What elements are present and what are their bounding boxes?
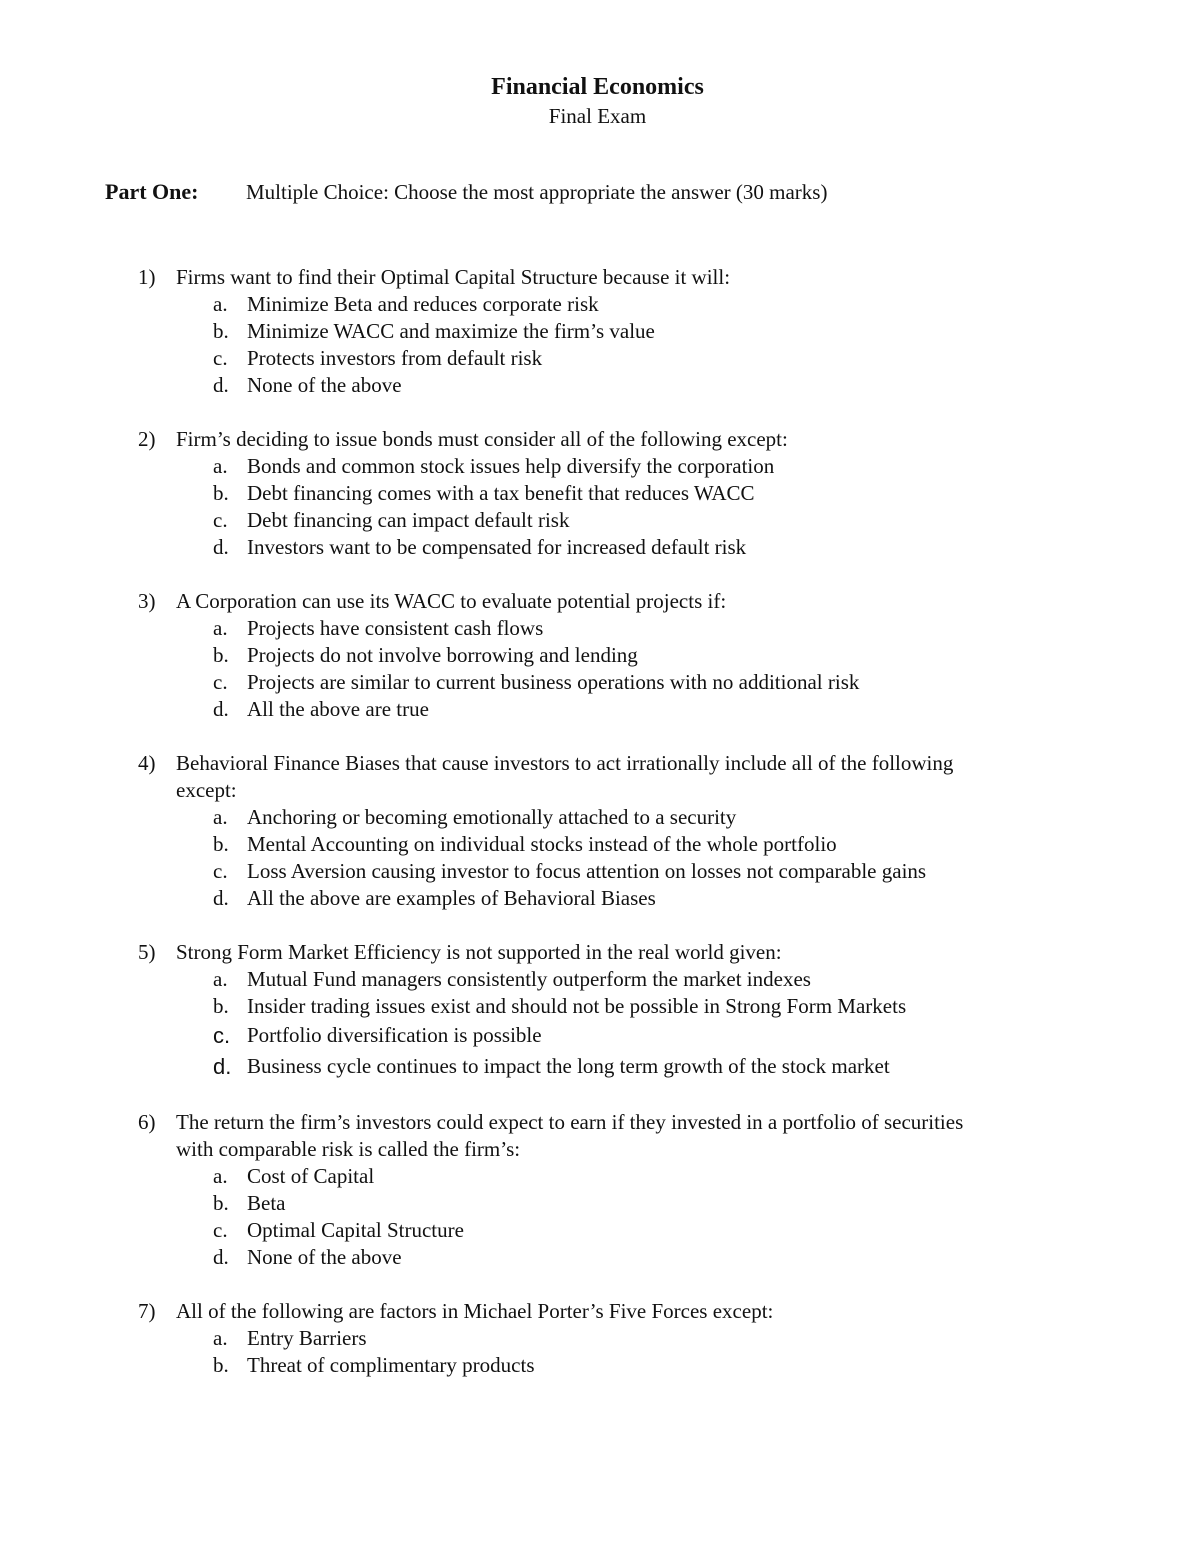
part-label: Part One: bbox=[105, 179, 199, 204]
answer-option bbox=[0, 885, 1200, 912]
option-text: Projects have consistent cash flows bbox=[247, 616, 544, 640]
option-text: All the above are true bbox=[247, 697, 429, 721]
option-text: Projects do not involve borrowing and lending bbox=[247, 643, 638, 667]
option-letter: c. bbox=[213, 1023, 231, 1048]
option-text: Threat of complimentary products bbox=[247, 1353, 535, 1377]
option-text: Portfolio diversification is possible bbox=[247, 1023, 542, 1047]
question-number: 6) bbox=[138, 1110, 156, 1134]
question-number: 1) bbox=[138, 265, 156, 289]
option-text: Mental Accounting on individual stocks instead of the whole portfolio bbox=[247, 832, 837, 856]
question-number: 5) bbox=[138, 940, 156, 964]
question-text: except: bbox=[176, 778, 237, 802]
question-line bbox=[0, 588, 1200, 615]
question-line bbox=[0, 777, 1200, 804]
question-line bbox=[0, 1109, 1200, 1136]
question-text: Strong Form Market Efficiency is not supported in the real world given: bbox=[176, 940, 782, 964]
option-letter: a. bbox=[213, 1164, 228, 1188]
option-letter: c. bbox=[213, 859, 228, 883]
question-text: Behavioral Finance Biases that cause investors to act irrationally include all of the following bbox=[176, 751, 954, 775]
answer-option bbox=[0, 1244, 1200, 1271]
answer-option bbox=[0, 480, 1200, 507]
option-text: Business cycle continues to impact the long term growth of the stock market bbox=[247, 1054, 890, 1078]
option-letter: d. bbox=[213, 886, 229, 910]
answer-option bbox=[0, 1190, 1200, 1217]
question-4 bbox=[0, 750, 1200, 912]
answer-option bbox=[0, 1051, 1200, 1082]
answer-option bbox=[0, 345, 1200, 372]
answer-option bbox=[0, 291, 1200, 318]
question-text: Firm’s deciding to issue bonds must consider all of the following except: bbox=[176, 427, 788, 451]
option-letter: a. bbox=[213, 967, 228, 991]
option-letter: b. bbox=[213, 1191, 229, 1215]
question-3 bbox=[0, 588, 1200, 723]
option-text: Mutual Fund managers consistently outperform the market indexes bbox=[247, 967, 811, 991]
option-text: None of the above bbox=[247, 1245, 402, 1269]
option-letter: c. bbox=[213, 1218, 228, 1242]
answer-option bbox=[0, 1217, 1200, 1244]
answer-option bbox=[0, 453, 1200, 480]
option-letter: c. bbox=[213, 508, 228, 532]
part-heading bbox=[105, 177, 827, 207]
question-text: with comparable risk is called the firm’s: bbox=[176, 1137, 521, 1161]
option-text: Minimize Beta and reduces corporate risk bbox=[247, 292, 599, 316]
question-number: 4) bbox=[138, 751, 156, 775]
option-text: Bonds and common stock issues help diversify the corporation bbox=[247, 454, 775, 478]
question-2 bbox=[0, 426, 1200, 561]
question-text: All of the following are factors in Michael Porter’s Five Forces except: bbox=[176, 1299, 774, 1323]
option-text: Entry Barriers bbox=[247, 1326, 367, 1350]
option-letter: b. bbox=[213, 481, 229, 505]
answer-option bbox=[0, 372, 1200, 399]
question-number: 7) bbox=[138, 1299, 156, 1323]
option-letter: b. bbox=[213, 994, 229, 1018]
option-text: Optimal Capital Structure bbox=[247, 1218, 464, 1242]
answer-option bbox=[0, 1163, 1200, 1190]
option-letter: d. bbox=[213, 697, 229, 721]
option-text: Minimize WACC and maximize the firm’s value bbox=[247, 319, 655, 343]
option-text: None of the above bbox=[247, 373, 402, 397]
question-number: 2) bbox=[138, 427, 156, 451]
option-letter: d. bbox=[213, 1245, 229, 1269]
option-text: Loss Aversion causing investor to focus attention on losses not comparable gains bbox=[247, 859, 927, 883]
option-letter: b. bbox=[213, 1353, 229, 1377]
option-text: Cost of Capital bbox=[247, 1164, 375, 1188]
question-line bbox=[0, 1298, 1200, 1325]
option-letter: d. bbox=[213, 535, 229, 559]
question-7 bbox=[0, 1298, 1200, 1379]
option-letter: a. bbox=[213, 805, 228, 829]
question-line bbox=[0, 750, 1200, 777]
answer-option bbox=[0, 615, 1200, 642]
option-letter: d. bbox=[213, 1054, 232, 1079]
option-letter: a. bbox=[213, 292, 228, 316]
option-text: All the above are examples of Behavioral Biases bbox=[247, 886, 656, 910]
option-letter: a. bbox=[213, 616, 228, 640]
option-letter: b. bbox=[213, 319, 229, 343]
question-text: Firms want to find their Optimal Capital Structure because it will: bbox=[176, 265, 731, 289]
option-text: Insider trading issues exist and should not be possible in Strong Form Markets bbox=[247, 994, 907, 1018]
question-list bbox=[0, 264, 1200, 1406]
question-6 bbox=[0, 1109, 1200, 1271]
option-text: Anchoring or becoming emotionally attached to a security bbox=[247, 805, 737, 829]
answer-option bbox=[0, 831, 1200, 858]
answer-option bbox=[0, 993, 1200, 1020]
answer-option bbox=[0, 507, 1200, 534]
answer-option bbox=[0, 1352, 1200, 1379]
option-text: Projects are similar to current business operations with no additional risk bbox=[247, 670, 860, 694]
answer-option bbox=[0, 318, 1200, 345]
question-number: 3) bbox=[138, 589, 156, 613]
answer-option bbox=[0, 1020, 1200, 1051]
question-1 bbox=[0, 264, 1200, 399]
option-letter: a. bbox=[213, 454, 228, 478]
option-text: Protects investors from default risk bbox=[247, 346, 543, 370]
question-text: The return the firm’s investors could expect to earn if they invested in a portfolio of securities bbox=[176, 1110, 964, 1134]
question-line bbox=[0, 939, 1200, 966]
answer-option bbox=[0, 966, 1200, 993]
question-5 bbox=[0, 939, 1200, 1082]
option-letter: c. bbox=[213, 670, 228, 694]
option-text: Beta bbox=[247, 1191, 286, 1215]
option-letter: c. bbox=[213, 346, 228, 370]
option-text: Debt financing comes with a tax benefit that reduces WACC bbox=[247, 481, 755, 505]
answer-option bbox=[0, 1325, 1200, 1352]
answer-option bbox=[0, 858, 1200, 885]
option-letter: d. bbox=[213, 373, 229, 397]
part-instructions: Multiple Choice: Choose the most appropriate the answer (30 marks) bbox=[246, 180, 828, 204]
option-text: Debt financing can impact default risk bbox=[247, 508, 570, 532]
page-title: Financial Economics bbox=[491, 74, 704, 100]
answer-option bbox=[0, 804, 1200, 831]
option-text: Investors want to be compensated for increased default risk bbox=[247, 535, 747, 559]
option-letter: b. bbox=[213, 643, 229, 667]
question-text: A Corporation can use its WACC to evaluate potential projects if: bbox=[176, 589, 727, 613]
question-line bbox=[0, 426, 1200, 453]
page-subtitle: Final Exam bbox=[548, 104, 647, 128]
answer-option bbox=[0, 534, 1200, 561]
question-line bbox=[0, 264, 1200, 291]
answer-option bbox=[0, 696, 1200, 723]
answer-option bbox=[0, 642, 1200, 669]
option-letter: a. bbox=[213, 1326, 228, 1350]
option-letter: b. bbox=[213, 832, 229, 856]
question-line bbox=[0, 1136, 1200, 1163]
answer-option bbox=[0, 669, 1200, 696]
